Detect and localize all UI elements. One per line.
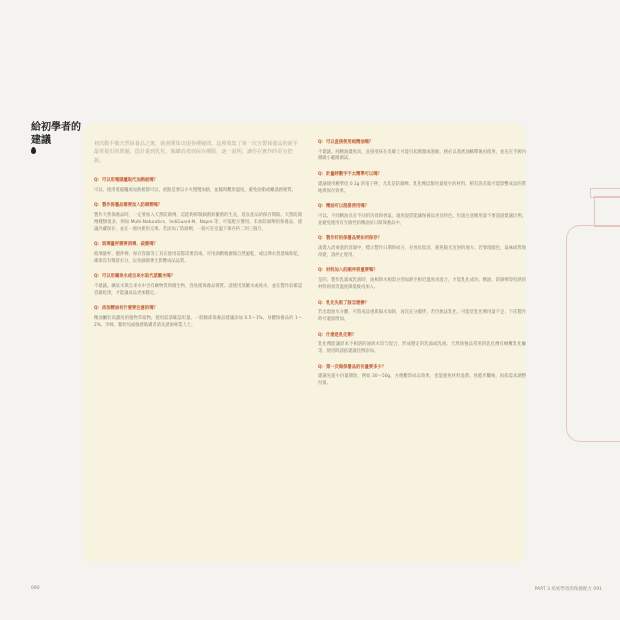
qa-item — [318, 236, 526, 259]
qa-item — [318, 301, 526, 324]
answer: 精油屬於高濃度的植物萃取物，使用前請確認用量。一般臉部保養品建議添加 0.5～1%，身體保養品約 1～2%。孕婦、嬰幼兒或敏感肌膚者請先諮詢專業人士。 — [94, 316, 302, 328]
question: Q：精油可以混搭使用嗎？ — [318, 204, 369, 210]
question: Q：製作保養品需要加入防腐劑嗎？ — [94, 203, 163, 209]
question: Q：可以用礦泉水或自來水取代蒸餾水嗎？ — [94, 274, 175, 280]
question: Q：可以直接使用純精油嗎？ — [318, 140, 374, 145]
qa-item — [318, 365, 526, 388]
section-title: 給初學者的 建議 — [31, 122, 81, 146]
page-number-left: 090 — [31, 586, 40, 591]
answer: 玻璃量杯、攪拌棒、保存容器等工具在使用前都需要消毒。可用酒精噴灑後自然風乾，或以沸水煮過後晾乾，確保沒有殘留水分，以免細菌孳生影響成品品質。 — [94, 251, 302, 264]
droplet-icon — [31, 147, 36, 154]
qa-item — [94, 178, 302, 194]
qa-item — [318, 204, 526, 227]
answer: 請裝入消毒過的容器中，標示製作日期與成分，存放於陰涼、避免陽光直射的地方。若發現顏色、氣味或質地改變，請停止使用。 — [318, 246, 526, 258]
qa-item — [318, 268, 526, 291]
question: Q：可以用電磁爐取代加熱板嗎？ — [94, 178, 158, 183]
question: Q：玻璃量杯需要消毒、殺菌嗎？ — [94, 242, 158, 248]
question: Q：第一次做保養品的份量要多少？ — [318, 364, 387, 370]
answer: 不建議。純精油濃度高，直接塗抹在皮膚上可能引起刺激或過敏，務必以基底油稀釋後再使用，並先在手腕內側做小範圍測試。 — [318, 149, 526, 162]
qa-item — [94, 242, 302, 265]
bottle-illustration — [566, 225, 620, 442]
question: Q：計量時數字不太精準可以嗎？ — [318, 172, 382, 178]
qa-column-left — [94, 178, 302, 339]
answer: 建議先從小份量開始，例如 30～50g，方便觀察成品效果，也能避免材料浪費。熟悉步驟後，再依需求調整份量。 — [318, 374, 526, 387]
answer: 可以。不同精油具有不同的功效與香氣，適度混搭能讓保養品更具特色。但請注意總用量不要超過建議比例，並避免使用有光敏性的精油於日間保養品中。 — [318, 213, 526, 226]
decorative-dot-pattern — [60, 5, 540, 95]
qa-item — [94, 306, 302, 329]
qa-column-right — [318, 140, 526, 397]
question: Q：製作好的保養品要如何保存？ — [318, 236, 382, 242]
question: Q：什麼是乳化劑？ — [318, 332, 357, 338]
answer: 不建議。礦泉水與自來水中含有礦物質與微生物，容易使保養品變質。請使用蒸餾水或純水，並在製作前確認容器乾淨，才能讓成品更加穩定。 — [94, 284, 302, 296]
running-footer-right: PART 3 給初學者的保養配方 091 — [534, 587, 602, 592]
qa-item — [94, 274, 302, 297]
answer: 建議使用精準度 0.1g 的電子秤，尤其是防腐劑、乳化劑這類用量很少的材料，稍有誤差就可能影響成品的質地與保存效果。 — [318, 181, 526, 194]
answer: 可以。使用電磁爐或加熱板都可以，重點是要以小火慢慢加熱，並隨時觀察溫度，避免油脂或蠟過熱變質。 — [94, 187, 296, 193]
bottle-illustration-neck — [594, 196, 620, 227]
qa-item — [94, 203, 302, 233]
answer: 若出現油水分離，可將成品重新隔水加熱，再次充分攪拌。若仍無法乳化，可能是乳化劑用量不足，下次製作時可適量增加。 — [318, 310, 526, 322]
question: Q：添加精油有什麼要注意的嗎？ — [94, 306, 158, 312]
answer: 是的。製作乳霜或乳液時，油相與水相需分別加熱至相近溫度再混合，才能乳化成功；精油、防腐劑等怕熱的材料則須等溫度降低後再加入。 — [318, 278, 526, 290]
qa-item — [318, 333, 526, 356]
question: Q：乳化失敗了該怎麼辦？ — [318, 300, 369, 306]
question: Q：材料加入的順序很重要嗎？ — [318, 268, 378, 274]
intro-paragraph: 初次動手做天然保養品之後，就會開始出現各種疑問。這裡收集了第一次自製保養品的新手最常提出的問題，從計量到乳化、瓶罐消毒到保存期限，逐一說明，讓你在實作時更有把握。 — [94, 141, 298, 164]
qa-item — [318, 172, 526, 195]
answer: 製作天然保養品時，一定要加入天然防腐劑，這能夠抑制細菌與黴菌的生長，延長產品的保存期限。天然防腐劑種類很多，例如 Multi-Naturotics、IndiGuard-N、Napre 等，可依配方選用。未加防腐劑的保養品，建議冷藏保存，並在一週內使用完畢。若添加了防腐劑，一般可在室溫下保存約二到三個月。 — [94, 213, 302, 232]
qa-item — [318, 140, 526, 163]
answer: 乳化劑能讓原本不相溶的油與水均勻混合，形成穩定的乳霜或乳液。天然保養品常用的乳化劑有橄欖乳化蠟等，使用時請依建議比例添加。 — [318, 342, 526, 355]
